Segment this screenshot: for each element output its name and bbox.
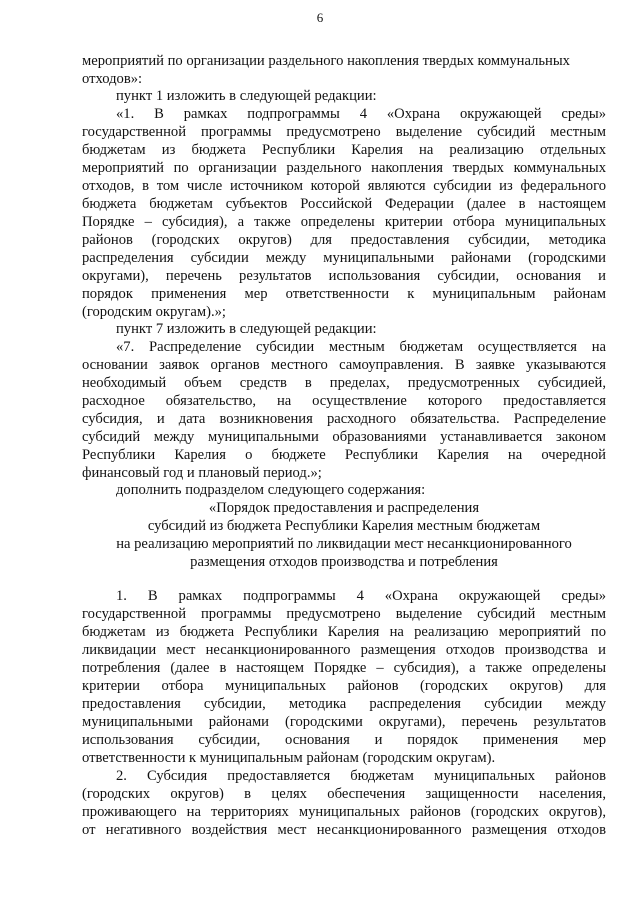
text-line: на реализацию мероприятий по ликвидации мест несанкционированного xyxy=(116,536,572,552)
text-line: Порядке – субсидия), а также определены критерии отбора муниципальных xyxy=(82,214,606,230)
text-line: государственной программы предусмотрено выделение субсидий местным xyxy=(82,124,606,140)
text-line: ответственности к муниципальным районам (городским округам). xyxy=(82,750,496,766)
page-number: 6 xyxy=(316,10,324,25)
text-line: размещения отходов производства и потребления xyxy=(190,554,498,570)
text-line: субсидий из бюджета Республики Карелия местным бюджетам xyxy=(147,518,541,534)
text-line: субсидия, и дата возникновения расходного обязательства. Распределение xyxy=(82,411,606,427)
text-line: бюджетам из бюджета Республики Карелия на реализацию отдельных xyxy=(82,142,606,158)
text-line: мероприятий по организации раздельного накопления твердых коммунальных xyxy=(82,160,606,176)
text-line: отходов, в том числе источником которой являются субсидии из федерального xyxy=(82,178,606,194)
text-line: распределения субсидии между муниципальными районами (городскими xyxy=(82,250,606,266)
text-line: районов (городских округов) для предоставления субсидии, методика xyxy=(82,232,606,248)
text-line: ликвидации мест несанкционированного размещения отходов производства и xyxy=(82,642,606,658)
text-line: 1. В рамках подпрограммы 4 «Охрана окружающей среды» xyxy=(116,588,606,604)
text-line: порядок применения мер ответственности к муниципальным районам xyxy=(82,286,606,302)
text-line: потребления (далее в настоящем Порядке – субсидия), а также определены xyxy=(82,660,606,676)
text-line: Республики Карелия о бюджете Республики Карелия на очередной xyxy=(82,447,606,463)
text-line: пункт 1 изложить в следующей редакции: xyxy=(116,88,377,104)
text-line: округами), перечень результатов использования субсидии, основания и xyxy=(82,268,606,284)
text-line: необходимый объем средств в пределах, предусмотренных субсидией, xyxy=(82,375,606,391)
text-line: критерии отбора муниципальных районов (городских округов) для xyxy=(82,678,606,694)
text-line: бюджетам из бюджета Республики Карелия на реализацию мероприятий по xyxy=(82,624,606,640)
text-line: бюджета бюджетам субъектов Российской Федерации (далее в настоящем xyxy=(82,196,606,212)
text-line: «7. Распределение субсидии местным бюджетам осуществляется на xyxy=(116,339,606,355)
text-line: дополнить подразделом следующего содержания: xyxy=(116,482,426,498)
text-line: пункт 7 изложить в следующей редакции: xyxy=(116,321,377,337)
text-line: основании заявок органов местного самоуправления. В заявке указываются xyxy=(82,357,606,373)
text-line: (городским округам).»; xyxy=(82,304,226,320)
text-line: использования субсидии, основания и порядок применения мер xyxy=(82,732,606,748)
text-line: «Порядок предоставления и распределения xyxy=(208,500,480,516)
text-line: (городских округов) в целях обеспечения защищенности населения, xyxy=(82,786,606,802)
text-line: мероприятий по организации раздельного накопления твердых коммунальных xyxy=(82,53,570,69)
text-line: отходов»: xyxy=(82,71,143,87)
text-line: муниципальными районами (городскими округами), перечень результатов xyxy=(82,714,606,730)
text-line: финансовый год и плановый период.»; xyxy=(82,465,322,481)
text-line: проживающего на территориях муниципальных районов (городских округов), xyxy=(82,804,606,820)
text-line: 2. Субсидия предоставляется бюджетам муниципальных районов xyxy=(116,768,606,784)
text-line: государственной программы предусмотрено выделение субсидий местным xyxy=(82,606,606,622)
text-line: расходное обязательство, на осуществление которого предоставляется xyxy=(82,393,606,409)
text-line: «1. В рамках подпрограммы 4 «Охрана окружающей среды» xyxy=(116,106,606,122)
text-line: предоставления субсидии, методика распределения субсидии между xyxy=(82,696,606,712)
text-line: от негативного воздействия мест несанкционированного размещения отходов xyxy=(82,822,606,838)
text-line: субсидий между муниципальными образованиями устанавливается законом xyxy=(82,429,606,445)
